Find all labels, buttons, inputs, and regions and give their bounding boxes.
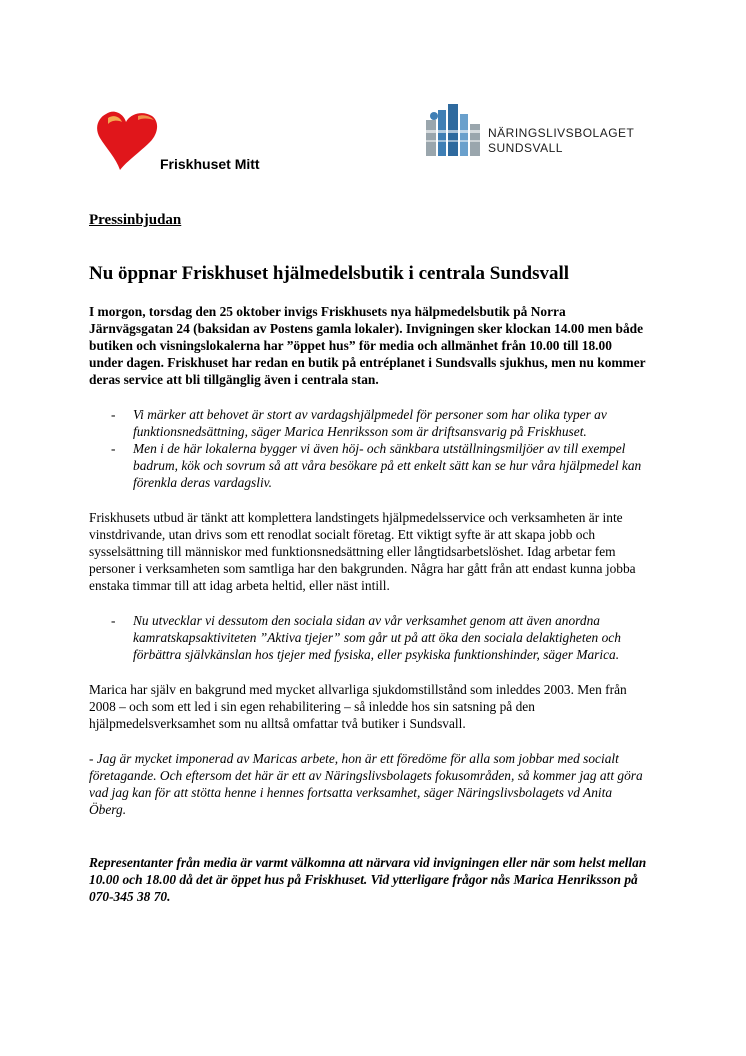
lead-paragraph: I morgon, torsdag den 25 oktober invigs Friskhusets nya hälpmedelsbutik på Norra Järnvägsgatan 24 (baksidan av Postens gamla lokaler). Invigningen sker klockan 14.00 men både butiken och visningslokalerna har ”öppet hus” för media och allmänhet från 10.00 till 18.00 under dagen. Friskhuset har redan en butik på entréplanet i Sundsvalls sjukhus, men nu kommer deras service att bli tillgänglig även i centrala stan. [89, 304, 646, 387]
quote-text: Men i de här lokalerna bygger vi även höj- och sänkbara utställningsmiljöer av till exempel badrum, kök och sovrum så att våra besökare på ett enkelt sätt kan se hur våra hjälpmedel kan förenkla deras vardagsliv. [133, 441, 642, 490]
quote-item [89, 440, 649, 491]
city-silhouette-logo-icon [420, 100, 486, 162]
naringslivsbolaget-line2: SUNDSVALL [488, 141, 563, 155]
heart-logo-icon [92, 108, 162, 174]
quote-list-2 [89, 612, 649, 663]
body-paragraph-2: Marica har själv en bakgrund med mycket allvarliga sjukdomstillstånd som inleddes 2003. Men från 2008 – och som ett led i sin egen rehabilitering – så inledde hos sin satsning på den hjälpmedelsverksamhet som nu alltså omfattar två butiker i Sundsvall. [89, 682, 627, 731]
naringslivsbolaget-name [488, 126, 634, 156]
body-paragraph-1: Friskhusets utbud är tänkt att komplettera landstingets hjälpmedelsservice och verksamheten är inte vinstdrivande, utan drivs som ett renodlat socialt företag. Ett viktigt syfte är att skapa jobb och sysselsättning till människor med funktionsnedsättning eller långtidsarbetslöshet. Idag arbetar fem personer i verksamheten som samtliga har den bakgrunden. Några har gått från att endast kunna jobba enstaka timmar till att idag arbeta heltid, eller näst intill. [89, 510, 636, 593]
quote-text: Vi märker att behovet är stort av vardagshjälpmedel för personer som har olika typer av funktionsnedsättning, säger Marica Henriksson som är driftsansvarig på Friskhuset. [133, 407, 607, 439]
media-invitation: Representanter från media är varmt välkomna att närvara vid invigningen eller när som helst mellan 10.00 och 18.00 då det är öppet hus på Friskhuset. Vid ytterligare frågor nås Marica Henriksson på 070-345 38 70. [89, 855, 647, 904]
headline: Nu öppnar Friskhuset hjälmedelsbutik i centrala Sundsvall [89, 263, 570, 284]
ceo-quote: - Jag är mycket imponerad av Maricas arbete, hon är ett föredöme för alla som jobbar med socialt företagande. Och eftersom det här är ett av Näringslivsbolagets fokusområden, så kommer jag att göra vad jag kan för att stötta henne i hennes fortsatta verksamhet, säger Näringslivsbolagets vd Anita Öberg. [89, 751, 643, 817]
quote-item [89, 406, 649, 440]
document-body [89, 212, 649, 905]
document-label: Pressinbjudan [89, 212, 182, 228]
naringslivsbolaget-line1: NÄRINGSLIVSBOLAGET [488, 126, 635, 140]
friskhuset-name: Friskhuset Mitt [160, 156, 260, 172]
list-dash: - [111, 613, 116, 628]
list-dash: - [111, 407, 116, 422]
friskhuset-logo [92, 108, 292, 178]
quote-list-1 [89, 406, 649, 491]
quote-item [89, 612, 649, 663]
naringslivsbolaget-logo [420, 100, 660, 164]
quote-text: Nu utvecklar vi dessutom den sociala sidan av vår verksamhet genom att även anordna kamratskapsaktiviteten ”Aktiva tjejer” som går ut på att öka den sociala delaktigheten och förbättra självkänslan hos tjejer med fysiska, eller psykiska funktionshinder, säger Marica. [133, 613, 621, 662]
list-dash: - [111, 441, 116, 456]
